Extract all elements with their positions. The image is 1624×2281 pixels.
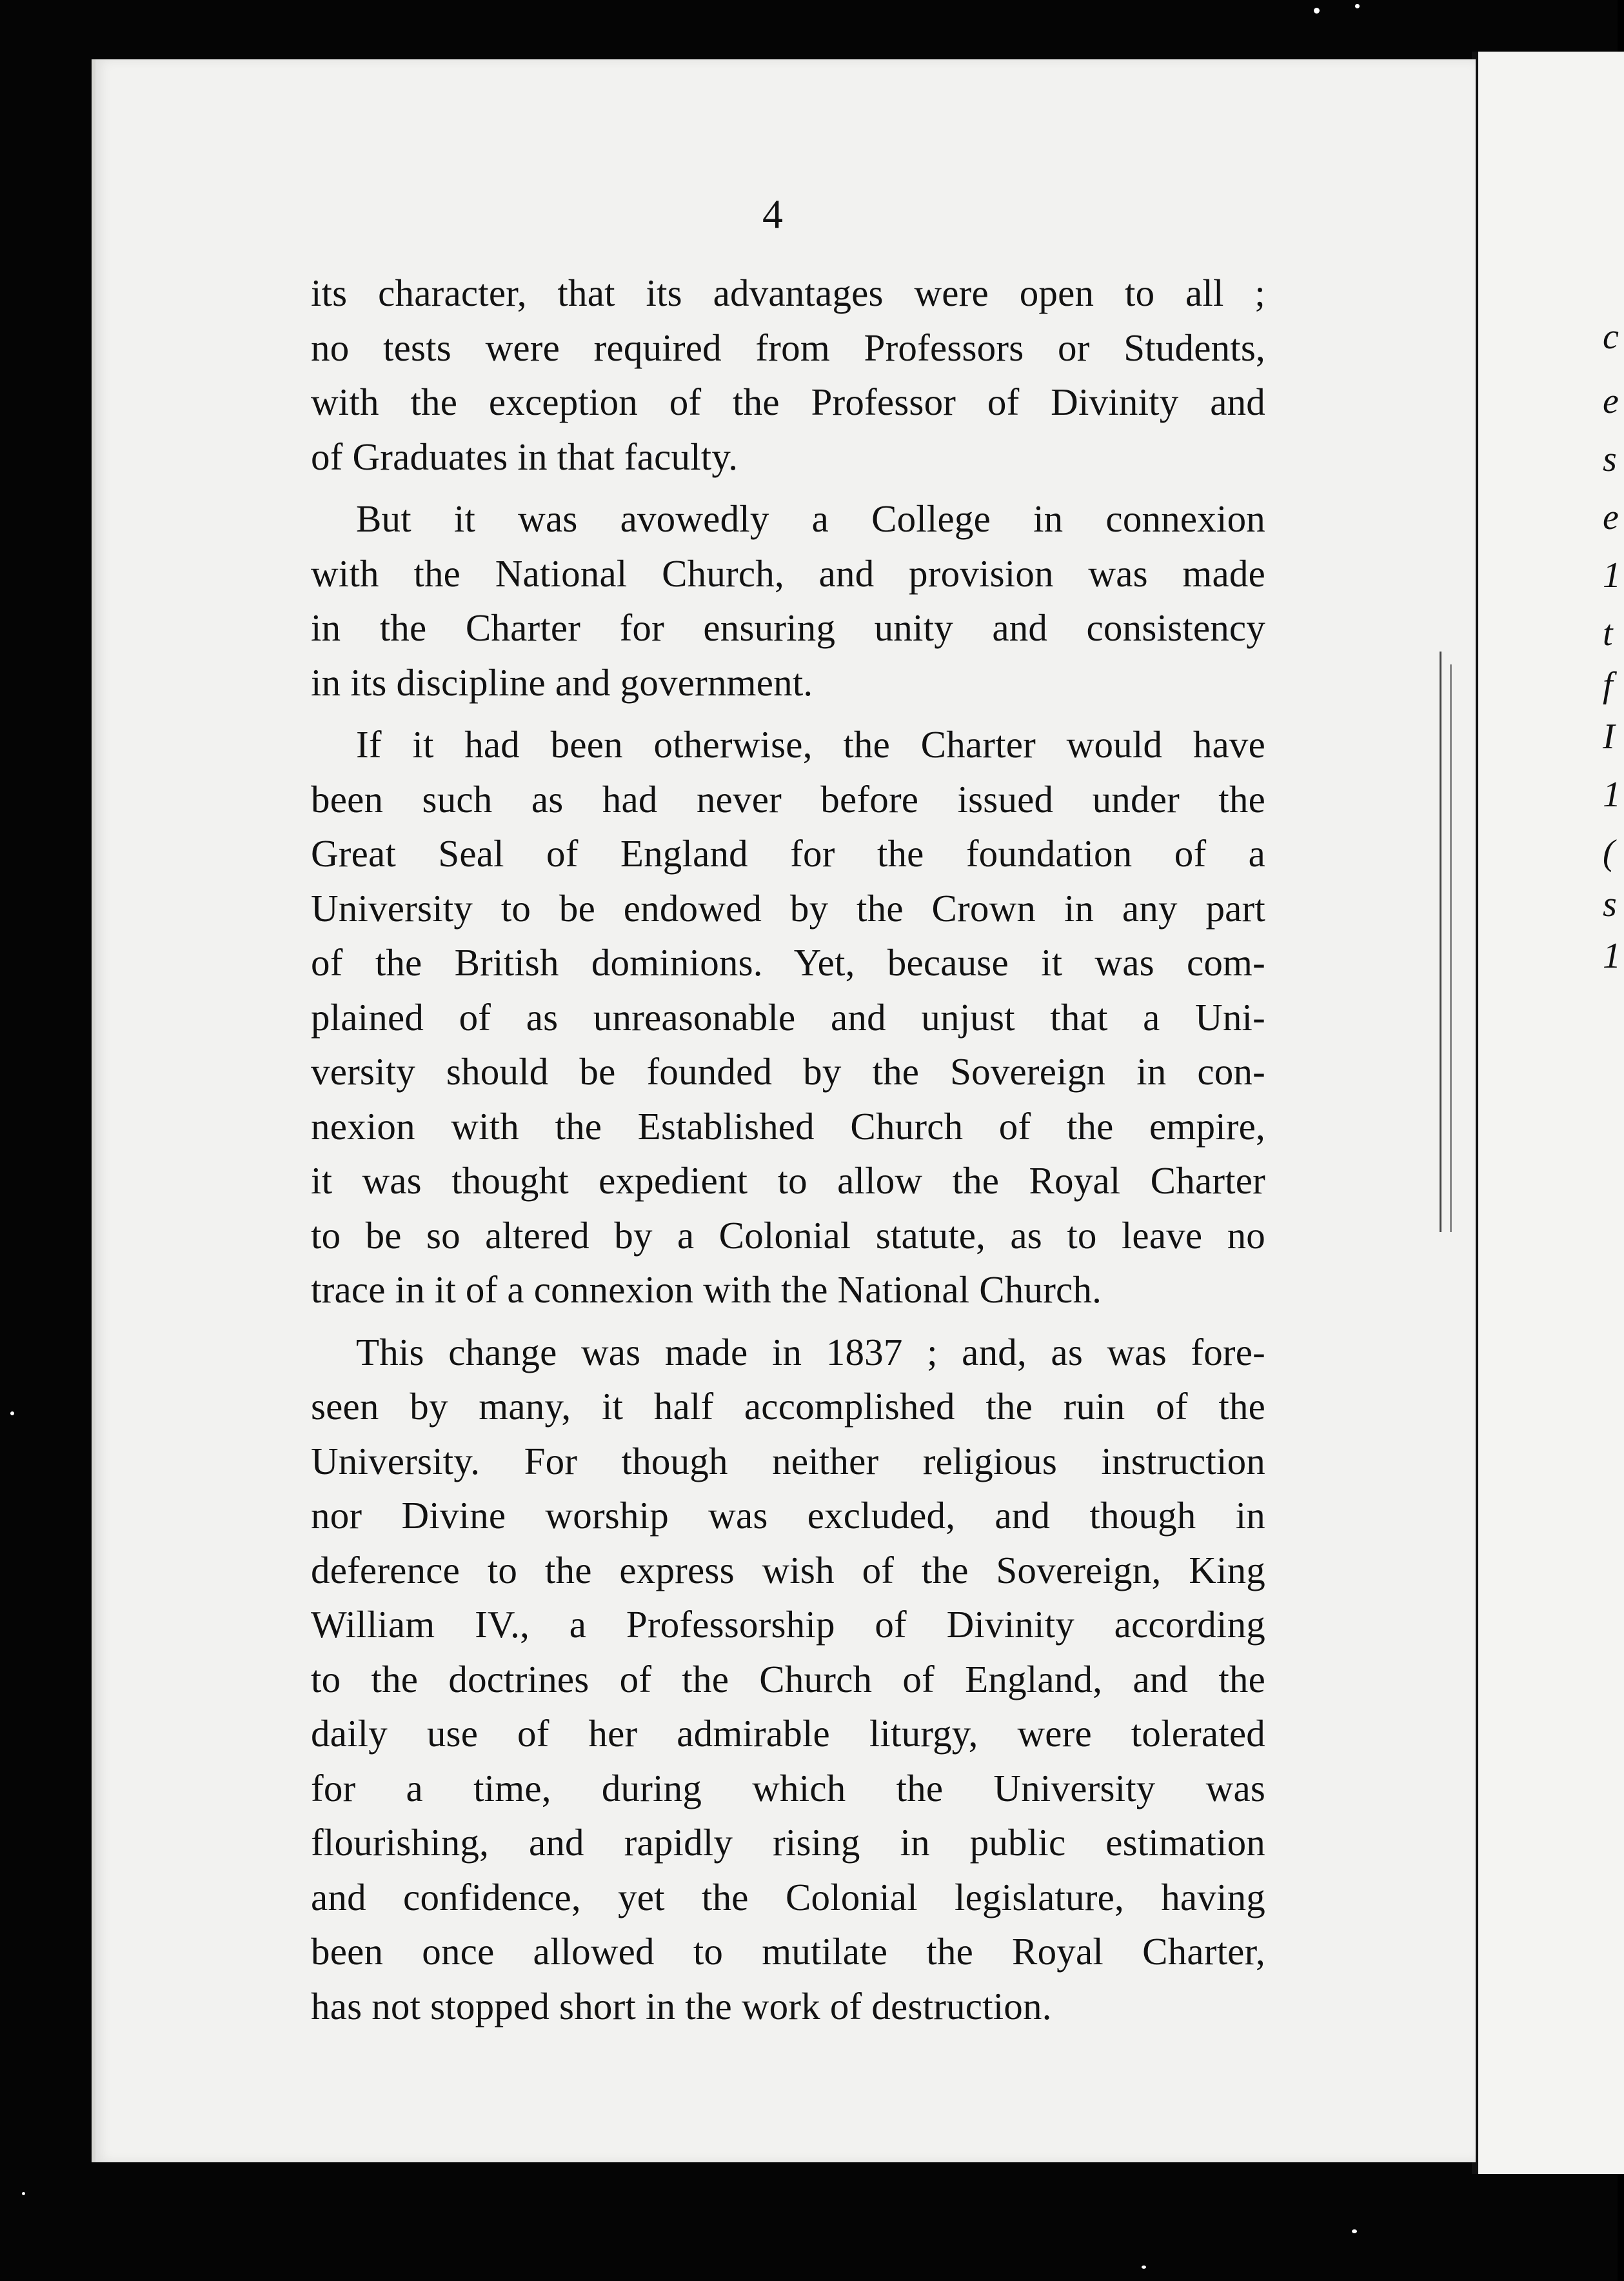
- paragraph: [311, 717, 1265, 1317]
- text-line: University to be endowed by the Crown in any part: [311, 886, 1265, 930]
- text-line: nor Divine worship was excluded, and though in: [311, 1494, 1265, 1537]
- text-line: trace in it of a connexion with the National Church.: [311, 1268, 1102, 1311]
- text-line: to the doctrines of the Church of England, and the: [311, 1657, 1265, 1700]
- text-line: This change was made in 1837 ; and, as was fore-: [356, 1330, 1265, 1373]
- text-line: in the Charter for ensuring unity and consistency: [311, 606, 1265, 649]
- text-line: daily use of her admirable liturgy, were tolerated: [311, 1712, 1265, 1755]
- paragraph: [311, 1325, 1265, 2034]
- facing-page-letter: (: [1603, 833, 1615, 873]
- page-body-text: [311, 266, 1265, 2033]
- facing-page-letter: 1: [1603, 936, 1621, 976]
- text-line: its character, that its advantages were open to all ;: [311, 272, 1265, 314]
- facing-page-letter: t: [1603, 613, 1613, 653]
- text-line: with the National Church, and provision was made: [311, 552, 1265, 595]
- scan-speck: [1352, 2229, 1357, 2233]
- facing-page-letter: f: [1603, 665, 1613, 705]
- text-line: of the British dominions. Yet, because it was com-: [311, 941, 1265, 984]
- facing-page-edge: [1472, 52, 1624, 2174]
- facing-page-letter: 1: [1603, 775, 1621, 815]
- text-line: deference to the express wish of the Sovereign, King: [311, 1548, 1265, 1591]
- text-line: to be so altered by a Colonial statute, as to leave no: [311, 1213, 1265, 1257]
- scan-speck: [1142, 2266, 1146, 2269]
- facing-page-letter: s: [1603, 439, 1617, 479]
- text-line: nexion with the Established Church of the empire,: [311, 1104, 1265, 1148]
- page-number: 4: [762, 191, 783, 237]
- text-line: University. For though neither religious instruction: [311, 1439, 1265, 1482]
- text-line: has not stopped short in the work of destruction.: [311, 1984, 1052, 2027]
- scan-speck: [22, 2192, 25, 2195]
- text-line: it was thought expedient to allow the Royal Charter: [311, 1159, 1265, 1202]
- text-line: been once allowed to mutilate the Royal Charter,: [311, 1930, 1265, 1973]
- facing-page-letter: e: [1603, 497, 1619, 537]
- text-line: seen by many, it half accomplished the ruin of the: [311, 1385, 1265, 1428]
- facing-page-letter: I: [1603, 717, 1615, 757]
- page-crease: [1450, 664, 1452, 1232]
- text-line: in its discipline and government.: [311, 661, 813, 704]
- facing-page-letter: e: [1603, 381, 1619, 421]
- text-line: of Graduates in that faculty.: [311, 435, 738, 478]
- page-crease: [1440, 652, 1441, 1232]
- text-line: with the exception of the Professor of Divinity and: [311, 381, 1265, 423]
- text-line: no tests were required from Professors or Students,: [311, 326, 1265, 369]
- text-line: versity should be founded by the Sovereign in con-: [311, 1050, 1265, 1093]
- paragraph: [311, 492, 1265, 710]
- facing-page-letter: s: [1603, 884, 1617, 924]
- text-line: plained of as unreasonable and unjust that a Uni-: [311, 995, 1265, 1039]
- text-line: for a time, during which the University was: [311, 1766, 1265, 1809]
- scan-speck: [1314, 8, 1320, 14]
- facing-page-letter: c: [1603, 317, 1619, 357]
- scan-speck: [1355, 4, 1360, 8]
- text-line: William IV., a Professorship of Divinity according: [311, 1603, 1265, 1646]
- text-line: Great Seal of England for the foundation of a: [311, 832, 1265, 875]
- text-line: and confidence, yet the Colonial legislature, having: [311, 1875, 1265, 1918]
- text-line: But it was avowedly a College in connexion: [356, 497, 1265, 540]
- scan-speck: [10, 1411, 14, 1415]
- paragraph: [311, 266, 1265, 484]
- text-line: If it had been otherwise, the Charter would have: [356, 723, 1265, 766]
- facing-page-letter: 1: [1603, 555, 1621, 595]
- text-line: been such as had never before issued under the: [311, 777, 1265, 821]
- text-line: flourishing, and rapidly rising in public estimation: [311, 1821, 1265, 1864]
